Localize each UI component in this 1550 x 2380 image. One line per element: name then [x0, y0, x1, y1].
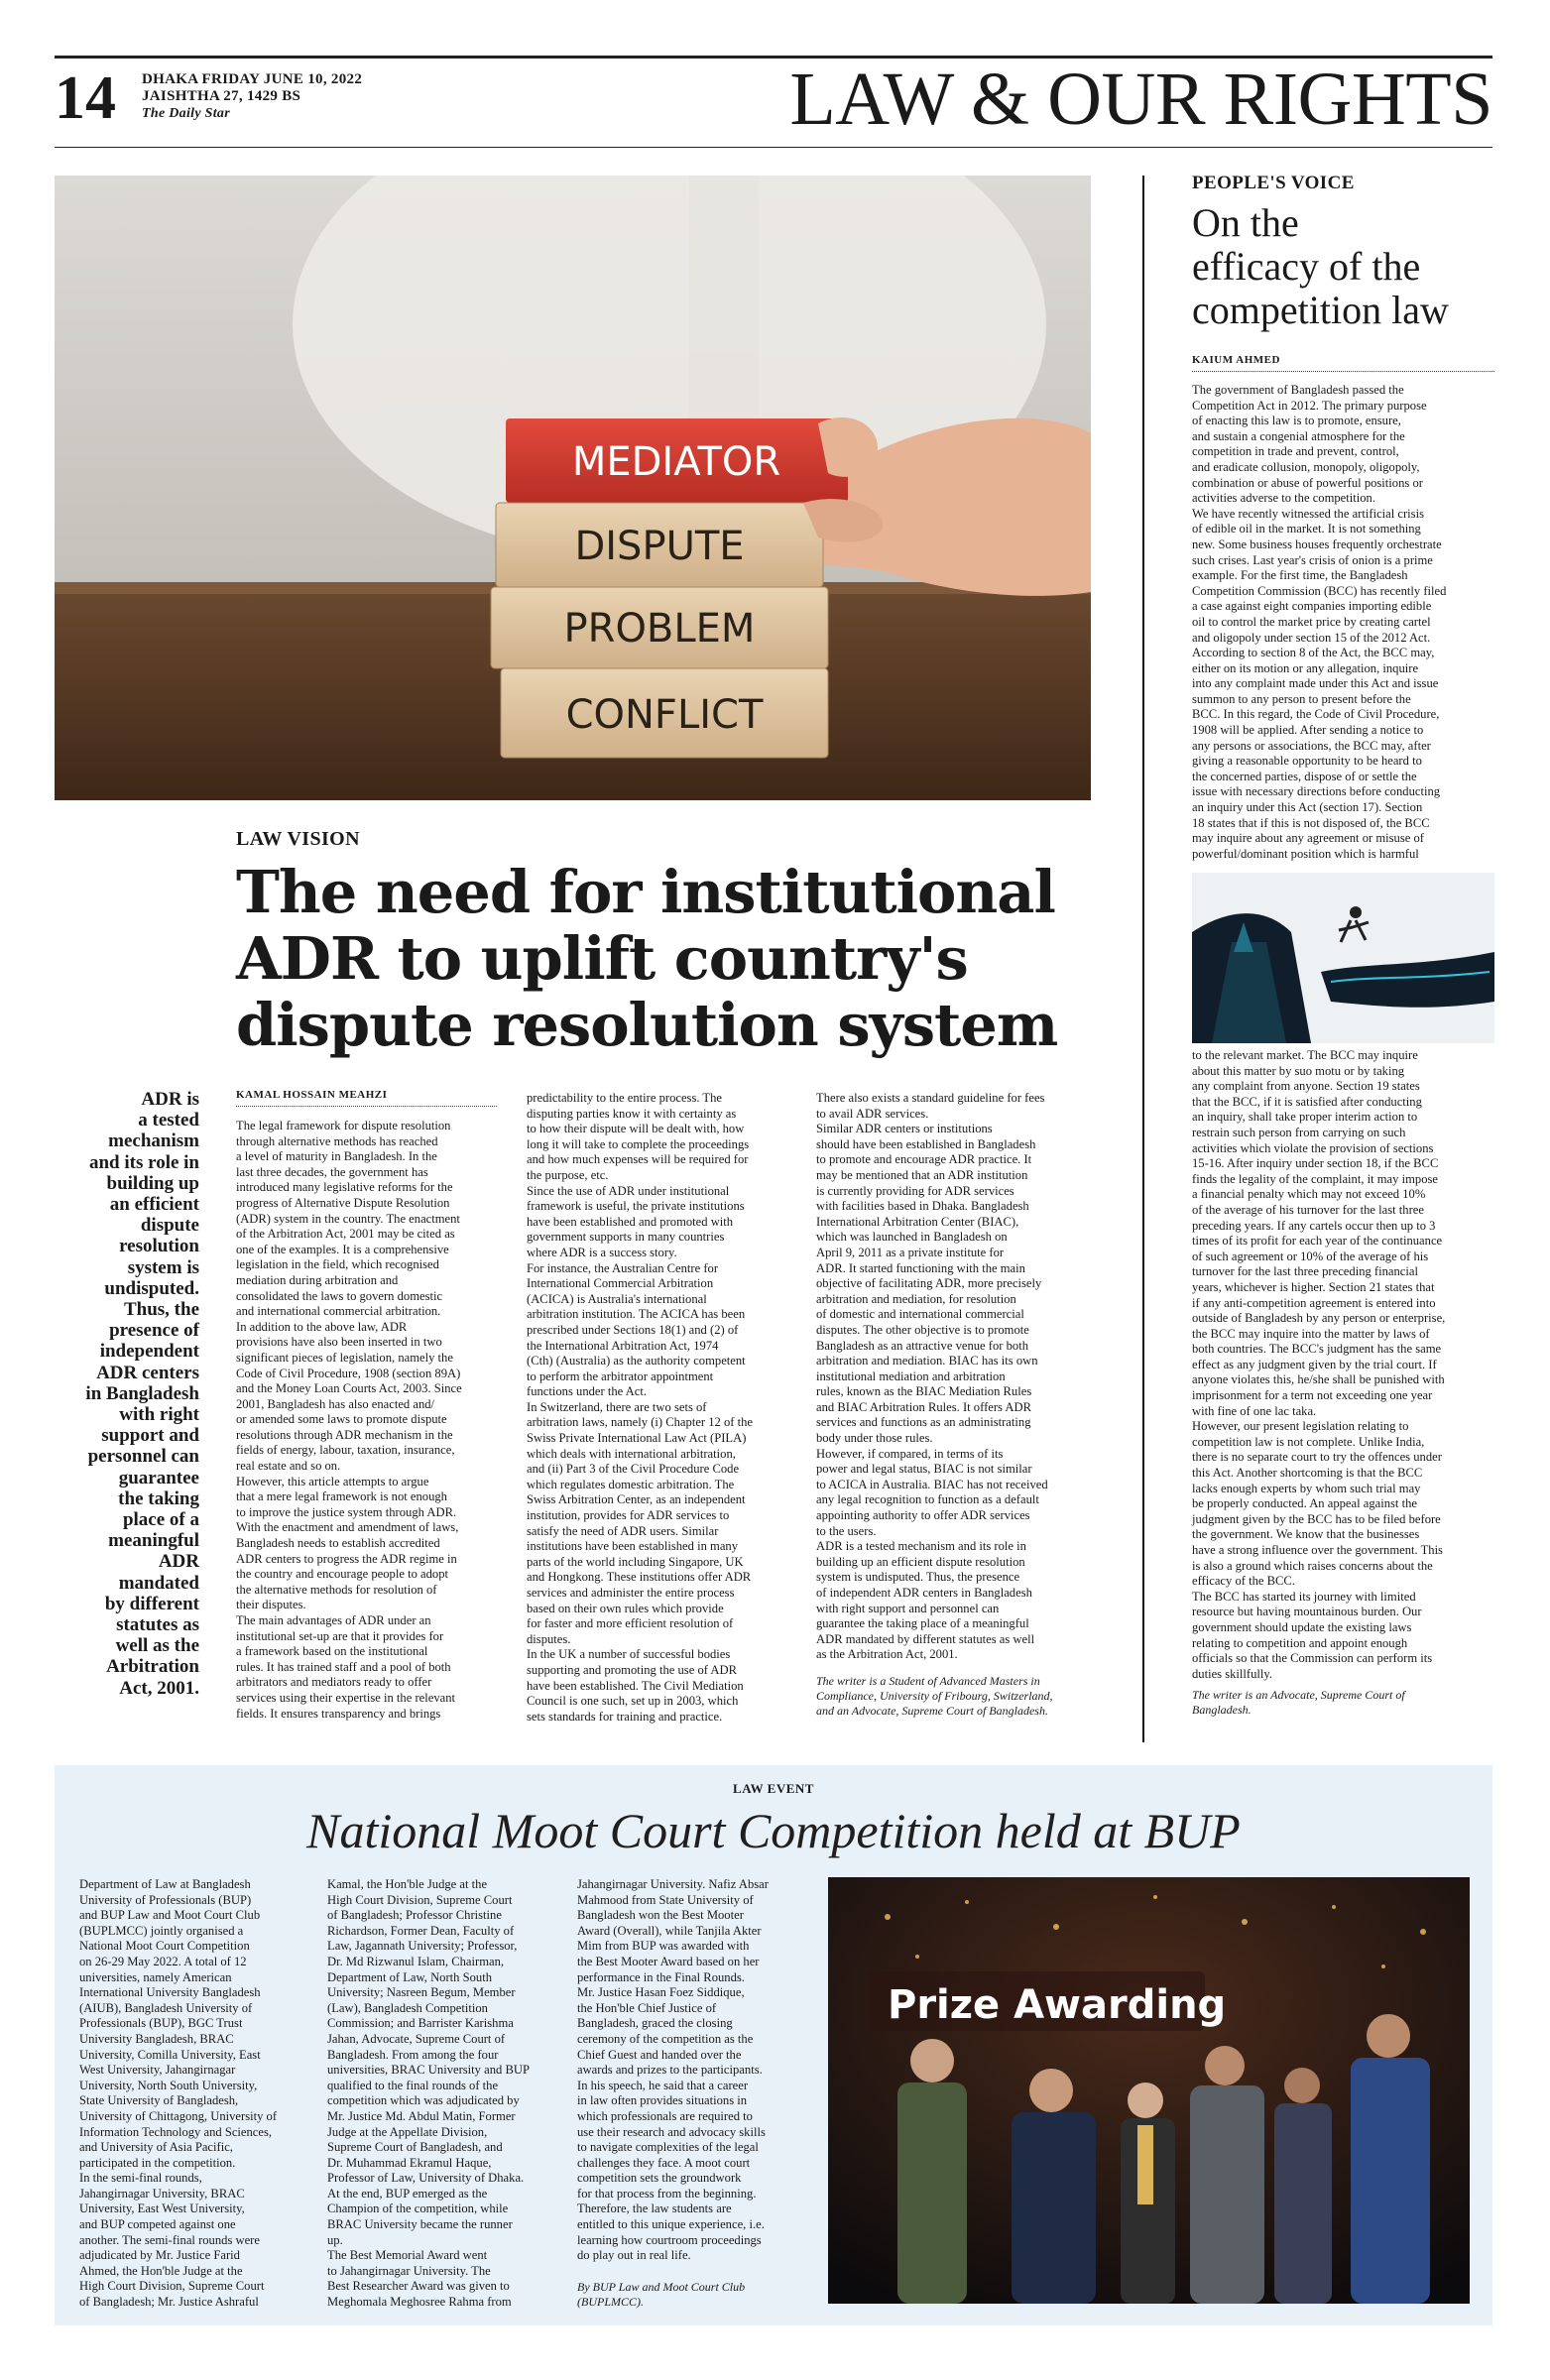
law-event-column-3: Jahangirnagar University. Nafiz Absar Mahmood from State University of Bangladesh won the Best Mooter Award (Overall), while Tanjila Akter Mim from BUP was awarded with the Best Mooter Award based on her performance in the Final Rounds. Mr. Justice Hasan Foez Siddique, the Hon'ble Chief Justice of Bangladesh, graced the closing ceremony of the competition as the Chief Guest and handed over the awards and prizes to the participants. In his speech, he said that a career in law often provides situations in which professionals are required to use their research and advocacy skills to navigate complexities of the legal challenges they face. A moot court competition sets the groundwork for that process from the beginning. Therefore, the law students are entitled to this unique experience, i.e. learning how courtroom proceedings do play out in real life. — [577, 1877, 769, 2263]
block-dispute-label: DISPUTE — [574, 524, 745, 569]
page-number: 14 — [55, 64, 116, 132]
law-vision-byline: KAMAL HOSSAIN MEAHZI — [236, 1089, 497, 1107]
law-vision-author-note: The writer is a Student of Advanced Masters in Compliance, University of Fribourg, Switzerland, and an Advocate, Supreme Court of Bangladesh. — [816, 1674, 1053, 1718]
block-problem — [491, 587, 828, 668]
law-vision-headline: The need for institutional ADR to uplift country's dispute resolution system — [236, 858, 1058, 1059]
peoples-voice-illustration — [1192, 873, 1494, 1043]
block-problem-label: PROBLEM — [563, 606, 756, 652]
peoples-voice-body-2: to the relevant market. The BCC may inquire about this matter by suo motu or by taking any complaint from anyone. Section 19 states that the BCC, if it is satisfied after conducting an inquiry, shall take proper interim action to restrain such person from carrying on such activities which violate the provision of sections 15-16. After inquiry under section 18, if the BCC finds the legality of the complaint, it may impose a financial penalty which may not exceed 10% of the average of his turnover for the last three preceding years. If any cartels occur then up to 3 times of its profit for each year of the continuance of such agreement or 10% of the average of his turnover for the last three preceding financial years, whichever is higher. Section 21 states that if any anti-competition agreement is entered into outside of Bangladesh by any person or enterprise, the BCC may inquire into the matter by laws of both countries. The BCC's judgment has the same effect as any judgment given by the trial court. If anyone violates this, he/she shall be punished with imprisonment for a term not exceeding one year with fine of one lac taka. However, our present legislation relating to competition law is not complete. Unlike India, there is no separate court to try the offences under this Act. Another shortcoming is that the BCC lacks enough experts by whom such trial may be properly conducted. An appeal against the judgment given by the BCC has to be filed before the government. We know that the businesses have a strong influence over the government. This is also a ground which raises concerns about the efficacy of the BCC. The BCC has started its journey with limited resource but having mountainous burden. Our government should update the existing laws relating to competition and appoint enough officials so that the Commission can perform its duties skillfully. — [1192, 1048, 1446, 1681]
peoples-voice-body-1: The government of Bangladesh passed the Competition Act in 2012. The primary purpose of enacting this law is to promote, ensure, and sustain a congenial atmosphere for the competition in trade and prevent, control, and eradicate collusion, monopoly, oligopoly, combination or abuse of powerful positions or activities adverse to the competition. We have recently witnessed the artificial crisis of edible oil in the market. It is not something new. Some business houses frequently orchestrate such crises. Last year's crisis of onion is a prime example. For the first time, the Bangladesh Competition Commission (BCC) has recently filed a case against eight companies importing edible oil to control the market price by creating cartel and oligopoly under section 15 of the 2012 Act. According to section 8 of the Act, the BCC may, either on its motion or any allegation, inquire into any complaint made under this Act and issue summon to any person to present before the BCC. In this regard, the Code of Civil Procedure, 1908 will be applied. After sending a notice to any persons or associations, the BCC may, after giving a reasonable opportunity to be heard to the concerned parties, dispose of or settle the issue with necessary directions before conducting an inquiry under this Act (section 17). Section 18 states that if this is not disposed of, the BCC may inquire about any agreement or misuse of powerful/dominant position which is harmful — [1192, 383, 1447, 861]
law-event-box — [55, 1765, 1492, 2325]
peoples-voice-byline: KAIUM AHMED — [1192, 354, 1494, 372]
bangla-date-text: JAISHTHA 27, 1429 BS — [142, 88, 301, 104]
peoples-voice-author-note: The writer is an Advocate, Supreme Court of Bangladesh. — [1192, 1688, 1405, 1717]
column-divider — [1142, 176, 1144, 1742]
photo-banner-text: Prize Awarding — [888, 1982, 1227, 2028]
block-conflict — [501, 668, 828, 758]
law-event-credit: By BUP Law and Moot Court Club (BUPLMCC). — [577, 2280, 746, 2309]
block-mediator — [506, 418, 848, 503]
peoples-voice-kicker: PEOPLE'S VOICE — [1192, 173, 1355, 193]
law-vision-column-1: The legal framework for dispute resolution through alternative methods has reached a level of maturity in Bangladesh. In the last three decades, the government has introduced many legislative reforms for the progress of Alternative Dispute Resolution (ADR) system in the country. The enactment of the Arbitration Act, 2001 may be cited as one of the examples. It is a comprehensive legislation in the field, which recognised mediation during arbitration and consolidated the laws to govern domestic and international commercial arbitration. In addition to the above law, ADR provisions have also been inserted in two significant pieces of legislation, namely the Code of Civil Procedure, 1908 (section 89A) and the Money Loan Courts Act, 2003. Since 2001, Bangladesh has also enacted and/ or amended some laws to promote dispute resolutions through ADR mechanism in the fields of energy, labour, taxation, insurance, real estate and so on. However, this article attempts to argue that a mere legal framework is not enough to improve the justice system through ADR. With the enactment and amendment of laws, Bangladesh needs to establish accredited ADR centers to progress the ADR regime in the country and encourage people to adopt the alternative methods for resolution of their disputes. The main advantages of ADR under an institutional set-up are that it provides for a framework based on the institutional rules. It has trained staff and a pool of both arbitrators and mediators ready to offer services using their expertise in the relevant fields. It ensures transparency and brings — [236, 1119, 462, 1721]
law-vision-kicker: LAW VISION — [236, 828, 360, 850]
peoples-voice-title: On the efficacy of the competition law — [1192, 200, 1449, 332]
law-vision-column-2: predictability to the entire process. The disputing parties know it with certainty as to how their dispute will be dealt with, how long it will take to complete the proceedings and how much expenses will be required for the purpose, etc. Since the use of ADR under institutional framework is useful, the private institutions have been established and promoted with government supports in many countries where ADR is a success story. For instance, the Australian Centre for International Commercial Arbitration (ACICA) is Australia's international arbitration institution. The ACICA has been prescribed under Sections 18(1) and (2) of the International Arbitration Act, 1974 (Cth) (Australia) as the authority competent to perform the arbitrator appointment functions under the Act. In Switzerland, there are two sets of arbitration laws, namely (i) Chapter 12 of the Swiss Private International Law Act (PILA) which deals with international arbitration, and (ii) Part 3 of the Civil Procedure Code which regulates domestic arbitration. The Swiss Arbitration Center, as an independent institution, provides for ADR services to satisfy the need of ADR users. Similar institutions have been established in many parts of the world including Singapore, UK and Hongkong. These institutions offer ADR services and administer the entire process based on their own rules which provide for faster and more efficient resolution of disputes. In the UK a number of successful bodies supporting and promoting the use of ADR have been established. The Civil Mediation Council is one such, set up in 2003, which sets standards for training and practice. — [527, 1091, 754, 1724]
block-dispute — [496, 503, 823, 587]
law-event-kicker: LAW EVENT — [733, 1781, 814, 1796]
law-event-title: National Moot Court Competition held at BUP — [306, 1803, 1241, 1858]
law-vision-column-3: There also exists a standard guideline for fees to avail ADR services. Similar ADR centers or institutions should have been established in Bangladesh to promote and encourage ADR practice. It may be mentioned that an ADR institution is currently providing for ADR services with facilities based in Dhaka. Bangladesh International Arbitration Center (BIAC), which was launched in Bangladesh on April 9, 2011 as a private institute for ADR. It started functioning with the main objective of facilitating ADR, more precisely arbitration and mediation, for resolution of domestic and international commercial disputes. The other objective is to promote Bangladesh as an attractive venue for both arbitration and mediation. BIAC has its own institutional mediation and arbitration rules, known as the BIAC Mediation Rules and BIAC Arbitration Rules. It offers ADR services and functions as an administrating body under those rules. However, if compared, in terms of its power and legal status, BIAC is not similar to ACICA in Australia. BIAC has not received any legal recognition to function as a default appointing authority to offer ADR services to the users. ADR is a tested mechanism and its role in building up an efficient dispute resolution system is undisputed. Thus, the presence of independent ADR centers in Bangladesh with right support and personnel can guarantee the taking place of a meaningful ADR mandated by different statutes as well as the Arbitration Act, 2001. — [816, 1091, 1048, 1662]
law-event-column-1: Department of Law at Bangladesh University of Professionals (BUP) and BUP Law and Moot Court Club (BUPLMCC) jointly organised a National Moot Court Competition on 26-29 May 2022. A total of 12 universities, namely American International University Bangladesh (AIUB), Bangladesh University of Professionals (BUP), BGC Trust University Bangladesh, BRAC University, Comilla University, East West University, Jahangirnagar University, North South University, State University of Bangladesh, University of Chittagong, University of Information Technology and Sciences, and University of Asia Pacific, participated in the competition. In the semi-final rounds, Jahangirnagar University, BRAC University, East West University, and BUP competed against one another. The semi-final rounds were adjudicated by Mr. Justice Farid Ahmed, the Hon'ble Judge at the High Court Division, Supreme Court of Bangladesh; Mr. Justice Ashraful — [79, 1877, 278, 2310]
block-mediator-label: MEDIATOR — [571, 439, 781, 485]
award-ceremony-photo — [828, 1877, 1470, 2304]
block-conflict-label: CONFLICT — [565, 692, 764, 738]
hero-illustration — [55, 176, 1091, 800]
newspaper-brand: The Daily Star — [142, 106, 230, 121]
section-title: LAW & OUR RIGHTS — [789, 58, 1492, 141]
law-vision-pullquote: ADR is a tested mechanism and its role in building up an efficient dispute resolution system is undisputed. Thus, the presence of independent ADR centers in Bangladesh with right support and personnel can guarantee the taking place of a meaningful ADR mandated by different statutes as well as the Arbitration Act, 2001. — [85, 1089, 199, 1699]
date-text: DHAKA FRIDAY JUNE 10, 2022 — [142, 71, 363, 87]
dateline — [142, 71, 362, 122]
hero-image — [55, 176, 1091, 800]
law-event-column-2: Kamal, the Hon'ble Judge at the High Court Division, Supreme Court of Bangladesh; Professor Christine Richardson, Former Dean, Faculty of Law, Jagannath University; Professor, Dr. Md Rizwanul Islam, Chairman, Department of Law, North South University; Nasreen Begum, Member (Law), Bangladesh Competition Commission; and Barrister Karishma Jahan, Advocate, Supreme Court of Bangladesh. From among the four universities, BRAC University and BUP qualified to the final rounds of the competition which was adjudicated by Mr. Justice Md. Abdul Matin, Former Judge at the Appellate Division, Supreme Court of Bangladesh, and Dr. Muhammad Ekramul Haque, Professor of Law, University of Dhaka. At the end, BUP emerged as the Champion of the competition, while BRAC University became the runner up. The Best Memorial Award went to Jahangirnagar University. The Best Researcher Award was given to Meghomala Meghosree Rahma from — [327, 1877, 530, 2310]
masthead-rule — [55, 147, 1492, 148]
